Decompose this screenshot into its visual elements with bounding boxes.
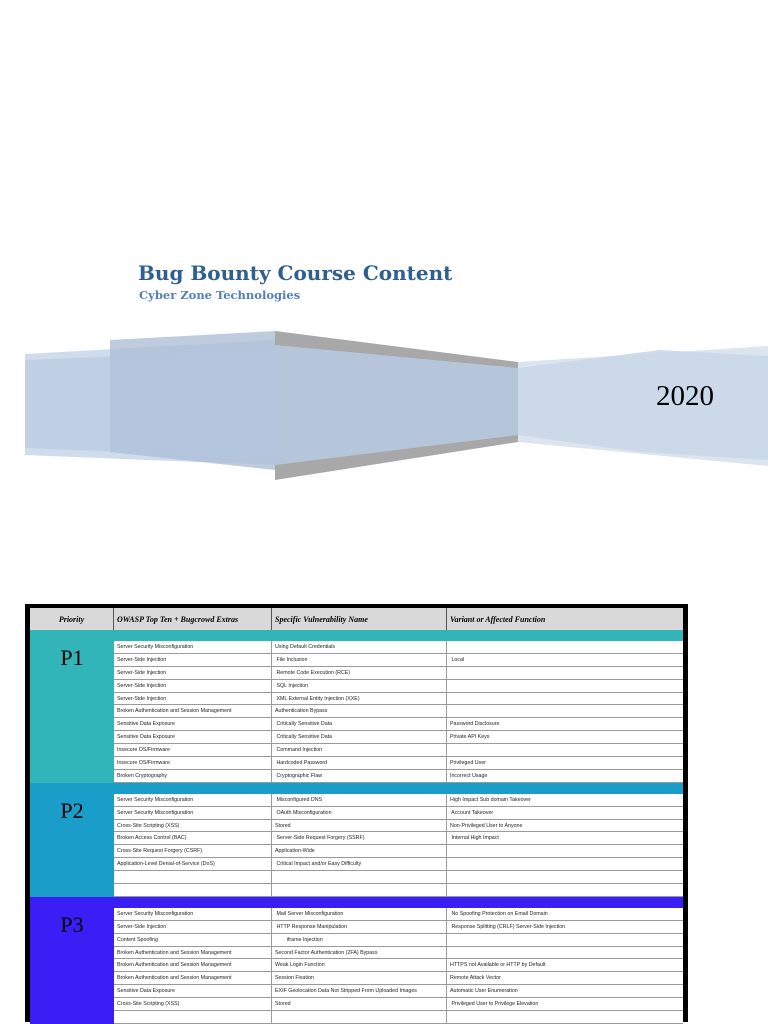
table-row (114, 770, 683, 783)
cell-owasp-category: Server Security Misconfiguration (114, 908, 272, 920)
cell-vulnerability-name: File Inclusion (272, 654, 447, 666)
table-row (114, 757, 683, 770)
table-row (114, 820, 683, 833)
table-row (114, 921, 683, 934)
cell-vulnerability-name: HTTP Response Manipulation (272, 921, 447, 933)
cell-variant: Remote Attack Vector (450, 975, 501, 982)
cell-variant: Automatic User Enumeration (450, 988, 518, 995)
cell-owasp-category: Sensitive Data Exposure (114, 731, 272, 743)
table-row (114, 731, 683, 744)
table-row (114, 654, 683, 667)
priority-label: P3 (60, 911, 84, 937)
table-row (114, 744, 683, 757)
table-row (114, 884, 683, 897)
document-subtitle: Cyber Zone Technologies (139, 288, 301, 302)
priority-cell (30, 641, 114, 783)
header-vulnerability-name: Specific Vulnerability Name (272, 608, 447, 630)
table-row (114, 1011, 683, 1024)
priority-label: P2 (60, 797, 84, 823)
cell-vulnerability-name: Second Factor Authentication (2FA) Bypass (272, 947, 447, 959)
cell-variant: Password Disclosure (450, 721, 500, 728)
cell-owasp-category: Server Security Misconfiguration (114, 641, 272, 653)
cell-variant: No Spoofing Protection on Email Domain (450, 910, 548, 917)
cell-vulnerability-name: iframe Injection (272, 934, 447, 946)
cell-vulnerability-name: XML External Entity Injection (XXE) (272, 693, 447, 705)
cell-owasp-category: Server-Side Injection (114, 654, 272, 666)
cell-owasp-category: Server-Side Injection (114, 667, 272, 679)
cell-variant: Privileged User to Privilege Elevation (450, 1001, 539, 1008)
cell-vulnerability-name: Critical Impact and/or Easy Difficulty (272, 858, 447, 870)
cell-owasp-category (114, 871, 272, 883)
cell-owasp-category: Cross-Site Request Forgery (CSRF) (114, 845, 272, 857)
cell-vulnerability-name: Critically Sensitive Data (272, 731, 447, 743)
cell-owasp-category (114, 1011, 272, 1023)
table-sections (30, 630, 683, 1024)
cell-vulnerability-name: EXIF Geolocation Data Not Stripped From Uploaded Images (272, 985, 447, 997)
table-row (114, 832, 683, 845)
cell-vulnerability-name: Application-Wide (272, 845, 447, 857)
cell-variant: Incorrect Usage (450, 772, 488, 779)
cell-variant (447, 1011, 683, 1023)
table-row (114, 972, 683, 985)
cell-owasp-category: Cross-Site Scripting (XSS) (114, 820, 272, 832)
cell-vulnerability-name: Remote Code Execution (RCE) (272, 667, 447, 679)
header-variant: Variant or Affected Function (450, 614, 546, 624)
table-row (114, 667, 683, 680)
table-row (114, 908, 683, 921)
priority-color-strip (30, 630, 683, 641)
cell-owasp-category: Sensitive Data Exposure (114, 985, 272, 997)
table-row (114, 959, 683, 972)
table-row (114, 858, 683, 871)
cell-owasp-category: Insecure OS/Firmware (114, 757, 272, 769)
cell-vulnerability-name (272, 1011, 447, 1023)
table-header-row (30, 608, 683, 630)
cell-variant (447, 934, 683, 946)
priority-label: P1 (60, 645, 84, 670)
cell-owasp-category: Cross-Site Scripting (XSS) (114, 998, 272, 1010)
cell-vulnerability-name: Cryptographic Flaw (272, 770, 447, 782)
cell-owasp-category: Server Security Misconfiguration (114, 807, 272, 819)
table-row (114, 718, 683, 731)
table-row (114, 985, 683, 998)
table-row (114, 845, 683, 858)
cover-decorative-band (0, 326, 768, 486)
vulnerability-priority-table (25, 604, 688, 1022)
priority-color-strip (30, 897, 683, 908)
cell-vulnerability-name: Using Default Credentials (272, 641, 447, 653)
cell-variant (447, 667, 683, 679)
cell-variant (447, 858, 683, 870)
cell-vulnerability-name: Misconfigured DNS (272, 794, 447, 806)
cell-vulnerability-name (272, 884, 447, 896)
cell-owasp-category: Insecure OS/Firmware (114, 744, 272, 756)
cell-variant: Private API Keys (450, 734, 490, 741)
cell-vulnerability-name: Stored (272, 998, 447, 1010)
cell-vulnerability-name: Authentication Bypass (272, 705, 447, 717)
cell-owasp-category: Broken Access Control (BAC) (114, 832, 272, 844)
cell-vulnerability-name: Server-Side Request Forgery (SSRF) (272, 832, 447, 844)
table-row (114, 998, 683, 1011)
cell-owasp-category: Broken Authentication and Session Management (114, 959, 272, 971)
cell-variant: Response Splitting (CRLF) Server-Side Injection (450, 923, 566, 930)
table-row (114, 871, 683, 884)
cell-variant (447, 884, 683, 896)
cell-vulnerability-name: OAuth Misconfiguration (272, 807, 447, 819)
cell-owasp-category: Broken Authentication and Session Management (114, 972, 272, 984)
table-row (114, 934, 683, 947)
cell-owasp-category: Content Spoofing (114, 934, 272, 946)
cell-owasp-category: Broken Authentication and Session Management (114, 947, 272, 959)
table-row (114, 705, 683, 718)
cell-owasp-category: Server-Side Injection (114, 693, 272, 705)
table-row (114, 680, 683, 693)
cell-vulnerability-name (272, 871, 447, 883)
header-owasp-category: OWASP Top Ten + Bugcrowd Extras (114, 608, 272, 630)
cell-vulnerability-name: Session Fixation (272, 972, 447, 984)
cell-variant (447, 947, 683, 959)
cell-variant (447, 845, 683, 857)
table-row (114, 947, 683, 960)
priority-color-strip (30, 783, 683, 794)
cell-owasp-category: Broken Cryptography (114, 770, 272, 782)
cell-vulnerability-name: Weak Login Function (272, 959, 447, 971)
document-title: Bug Bounty Course Content (138, 261, 453, 285)
cell-variant: HTTPS not Available or HTTP by Default (450, 962, 546, 969)
cover-year: 2020 (656, 380, 714, 412)
cell-vulnerability-name: Command Injection (272, 744, 447, 756)
priority-cell (30, 908, 114, 1024)
table-row (114, 641, 683, 654)
cell-owasp-category: Broken Authentication and Session Management (114, 705, 272, 717)
priority-cell (30, 794, 114, 897)
cell-vulnerability-name: Critically Sensitive Data (272, 718, 447, 730)
cell-vulnerability-name: Hardcoded Password (272, 757, 447, 769)
priority-section-p2 (30, 783, 683, 897)
cell-variant (447, 680, 683, 692)
cell-variant: Privileged User (450, 759, 486, 766)
cell-vulnerability-name: Stored (272, 820, 447, 832)
table-row (114, 794, 683, 807)
cell-variant: High Impact Sub domain Takeover (450, 796, 531, 803)
cell-variant (447, 693, 683, 705)
priority-section-p1 (30, 630, 683, 783)
cell-variant: Internal High Impact (450, 835, 499, 842)
cell-owasp-category: Server Security Misconfiguration (114, 794, 272, 806)
cell-owasp-category: Application-Level Denial-of-Service (DoS) (114, 858, 272, 870)
cell-owasp-category (114, 884, 272, 896)
cell-variant: Account Takeover (450, 809, 494, 816)
cell-variant (447, 705, 683, 717)
table-row (114, 693, 683, 706)
cell-owasp-category: Server-Side Injection (114, 680, 272, 692)
cell-variant (447, 641, 683, 653)
table-row (114, 807, 683, 820)
cell-variant (447, 871, 683, 883)
cell-owasp-category: Sensitive Data Exposure (114, 718, 272, 730)
header-priority: Priority (30, 608, 114, 630)
cell-owasp-category: Server-Side Injection (114, 921, 272, 933)
cell-variant: Local (450, 656, 465, 663)
cell-vulnerability-name: SQL Injection (272, 680, 447, 692)
cell-variant: Non-Privileged User to Anyone (450, 822, 523, 829)
cell-variant (447, 744, 683, 756)
cell-vulnerability-name: Mail Server Misconfiguration (272, 908, 447, 920)
priority-section-p3 (30, 897, 683, 1024)
